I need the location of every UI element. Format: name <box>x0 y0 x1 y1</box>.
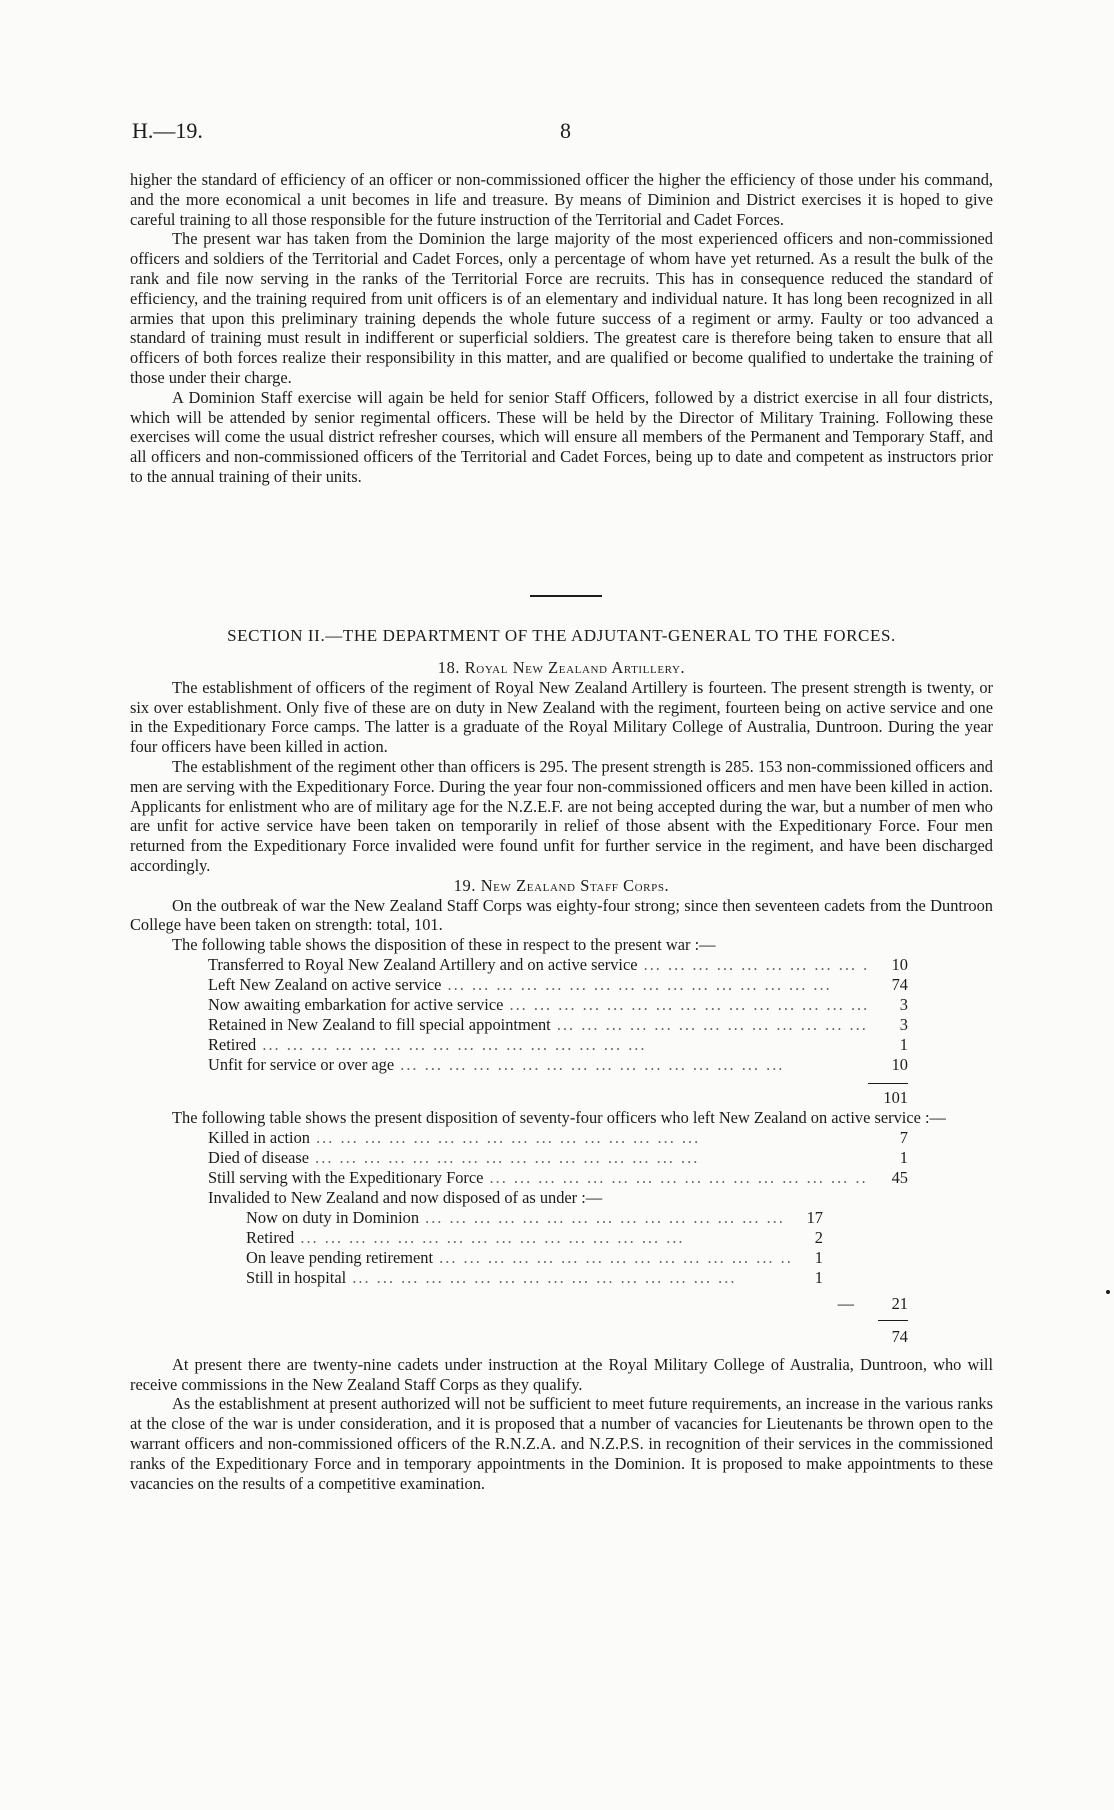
table1-intro: The following table shows the disposition of these in respect to the present war :— <box>172 935 716 955</box>
margin-mark <box>1106 1290 1110 1294</box>
intro-text <box>130 170 993 487</box>
table-row: Retained in New Zealand to fill special appointment ... . 3 <box>208 1015 908 1035</box>
table-row: Transferred to Royal New Zealand Artillery and on active service ... . 10 <box>208 955 908 975</box>
table2-intro: The following table shows the present disposition of seventy-four officers who left New Zealand on active service :— <box>172 1107 946 1127</box>
intro-paragraph: higher the standard of efficiency of an officer or non-commissioned officer the higher the efficiency of those under his command, and the more economical a unit becomes in life and treasure. By means of Diminion and District exercises it is hoped to give careful training to all those responsible for the future instruction of the Territorial and Cadet Forces. <box>130 170 993 229</box>
table-group-label: Invalided to New Zealand and now disposed of as under :— <box>208 1187 603 1207</box>
sum-line <box>878 1320 908 1321</box>
officers-disposition-table <box>208 1128 908 1347</box>
table-row: Unfit for service or over age ... . 10 <box>208 1055 908 1075</box>
disposition-table <box>208 955 908 1108</box>
intro-paragraph: The present war has taken from the Dominion the large majority of the most experienced officers and non-commissioned officers and soldiers of the Territorial and Cadet Forces, only a percentage of whom have yet returned. As a result the bulk of the rank and file now serving in the ranks of the Territorial Force are recruits. This has in consequence reduced the standard of efficiency, and the training required from unit officers is of an elementary and individual nature. It has long been recognized in all armies that upon this preliminary training depends the whole future success of a regiment or army. Faulty or too advanced a standard of training must result in indifferent or superficial soldiers. The greatest care is therefore being taken to ensure that all officers of both forces realize their responsibility in this matter, and are qualified or become qualified to undertake the training of those under their charge. <box>130 229 993 387</box>
section-body <box>130 658 993 1493</box>
table-row: Now awaiting embarkation for active service ... . 3 <box>208 995 908 1015</box>
table-row: On leave pending retirement ... . 1 <box>246 1248 823 1268</box>
table-row: Died of disease ... . 1 <box>208 1148 908 1168</box>
section-title: SECTION II.—THE DEPARTMENT OF THE ADJUTANT-GENERAL TO THE FORCES. <box>227 626 896 645</box>
table-row: Now on duty in Dominion ... . 17 <box>246 1208 823 1228</box>
table-total-row: 101 <box>883 1087 908 1107</box>
table-row: Left New Zealand on active service ... . 74 <box>208 975 908 995</box>
establishment-paragraph: As the establishment at present authorized will not be sufficient to meet future requirements, an increase in the various ranks at the close of the war is under consideration, and it is proposed that a number of vacancies for Lieutenants be thrown open to the warrant officers and non-commissioned officers of the R.N.Z.A. and N.Z.P.S. in recognition of their services in the commissioned ranks of the Expeditionary Force and in temporary appointments in the Dominion. It is proposed to make appointments to these vacancies on the results of a competitive examination. <box>130 1394 993 1493</box>
cadets-paragraph: At present there are twenty-nine cadets under instruction at the Royal Military College of Australia, Duntroon, who will receive commissions in the New Zealand Staff Corps as they qualify. <box>130 1354 993 1394</box>
artillery-heading: 18. Royal New Zealand Artillery. <box>437 658 686 677</box>
intro-paragraph: A Dominion Staff exercise will again be held for senior Staff Officers, followed by a district exercise in all four districts, which will be attended by senior regimental officers. These will be held by the Director of Military Training. Following these exercises will come the usual district refresher courses, which will ensure all members of the Permanent and Temporary Staff, and all officers and non-commissioned officers of the Territorial and Cadet Forces, being up to date and competent as instructors prior to the annual training of their units. <box>130 387 993 486</box>
table-total-row: 74 <box>891 1326 908 1346</box>
staff-corps-paragraph: On the outbreak of war the New Zealand Staff Corps was eighty-four strong; since then seventeen cadets from the Duntroon College have been taken on strength: total, 101. <box>130 895 993 935</box>
page-number: 8 <box>560 118 571 143</box>
report-code: H.—19. <box>132 118 203 143</box>
table-row: Killed in action ... . 7 <box>208 1128 908 1148</box>
artillery-paragraph: The establishment of officers of the regiment of Royal New Zealand Artillery is fourteen. The present strength is twenty, or six over establishment. Only five of these are on duty in New Zealand with the regiment, fourteen being on active service and one in the Expeditionary Force camps. The latter is a graduate of the Royal Military College of Australia, Duntroon. During the year four officers have been killed in action. <box>130 677 993 757</box>
sum-line <box>868 1083 908 1084</box>
table-row: Still serving with the Expeditionary Force ... . 45 <box>208 1168 908 1188</box>
artillery-paragraph: The establishment of the regiment other than officers is 295. The present strength is 285. 153 non-commissioned officers and men are serving with the Expeditionary Force. During the year four non-commissioned officers and men have been killed in action. Applicants for enlistment who are of military age for the N.Z.E.F. are not being accepted during the war, but a number of men who are unfit for active service have been taken on temporarily in relief of those absent with the Expeditionary Force. Four men returned from the Expeditionary Force invalided were found unfit for further service in the regiment, and have been discharged accordingly. <box>130 756 993 875</box>
table-row: Retired ... . 2 <box>246 1228 823 1248</box>
section-divider <box>530 595 602 597</box>
table-row: Still in hospital ... . 1 <box>246 1268 823 1288</box>
staff-corps-heading: 19. New Zealand Staff Corps. <box>453 875 670 895</box>
subtotal-row: — 21 <box>837 1293 908 1313</box>
invalided-subtable <box>246 1208 823 1288</box>
table-row: Retired ... . 1 <box>208 1035 908 1055</box>
